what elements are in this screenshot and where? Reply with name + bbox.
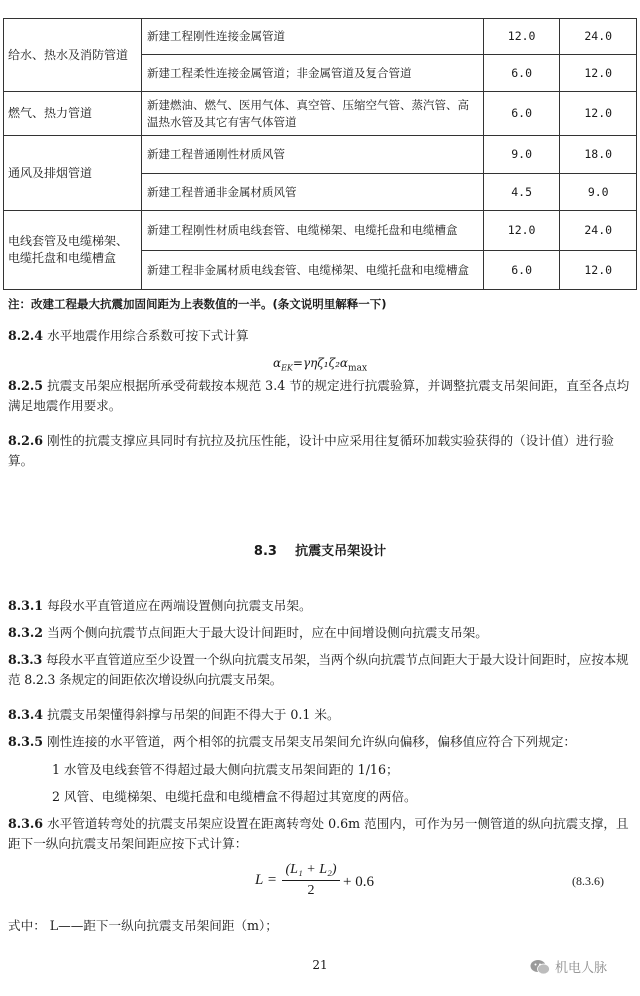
table-value-cell: 9.0	[560, 174, 637, 211]
clause-number: 8.2.4	[8, 328, 44, 343]
clause-text: 刚性连接的水平管道，两个相邻的抗震支吊架支吊架间允许纵向偏移，偏移值应符合下列规定：	[47, 734, 577, 749]
formula-denominator: 2	[307, 883, 315, 898]
table-value-cell: 6.0	[483, 92, 560, 136]
formula-body: =γηζ₁ζ₂α	[292, 356, 349, 370]
table-value-cell: 9.0	[483, 136, 560, 174]
clause-8-3-5	[8, 732, 634, 752]
formula-subscript: EK	[281, 363, 293, 373]
formula-fraction	[282, 862, 340, 899]
clause-number: 8.2.5	[8, 378, 44, 393]
wechat-icon	[530, 959, 550, 975]
formula-subscript-max: max	[348, 363, 368, 374]
clause-number: 8.3.5	[8, 734, 44, 749]
formula-symbol: α	[272, 356, 282, 370]
clause-8-3-1	[8, 596, 634, 616]
clause-text: 每段水平直管道应至少设置一个纵向抗震支吊架，当两个纵向抗震节点间距大于最大设计间距时，应按本规范 8.2.3 条规定的间距依次增设纵向抗震支吊架。	[8, 652, 629, 687]
table-desc-cell: 新建工程刚性连接金属管道	[142, 19, 484, 55]
table-value-cell: 24.0	[560, 19, 637, 55]
clause-text: 水平地震作用综合系数可按下式计算	[47, 328, 249, 343]
clause-8-3-3	[8, 650, 634, 690]
clause-number: 8.2.6	[8, 433, 44, 448]
clause-8-2-5	[8, 376, 634, 416]
table-row	[4, 92, 637, 136]
watermark	[530, 957, 607, 976]
clause-number: 8.3.1	[8, 598, 44, 613]
table-row	[4, 211, 637, 251]
clause-number: 8.3.6	[8, 816, 44, 831]
table-category-cell: 给水、热水及消防管道	[4, 19, 142, 92]
list-item: 2 风管、电缆梯架、电缆托盘和电缆槽盒不得超过其宽度的两倍。	[52, 789, 417, 804]
formula-numerator: (L₁ + L₂)	[282, 862, 340, 881]
section-number: 8.3	[253, 544, 277, 559]
table-desc-cell: 新建工程普通非金属材质风管	[142, 174, 484, 211]
table-value-cell: 12.0	[483, 19, 560, 55]
table-category-cell: 燃气、热力管道	[4, 92, 142, 136]
table-desc-cell: 新建工程非金属材质电线套管、电缆梯架、电缆托盘和电缆槽盒	[142, 251, 484, 290]
formula-tail: + 0.6	[343, 874, 374, 890]
clause-text: 刚性的抗震支撑应具同时有抗拉及抗压性能，设计中应采用往复循环加载实验获得的（设计值）进行验算。	[8, 433, 614, 468]
clause-text: 水平管道转弯处的抗震支吊架应设置在距离转弯处 0.6m 范围内，可作为另一侧管道的纵向抗震支撑，且距下一纵向抗震支吊架间距应按下式计算：	[8, 816, 629, 851]
page-number: 21	[312, 958, 328, 972]
table-value-cell: 18.0	[560, 136, 637, 174]
clause-8-2-6	[8, 431, 634, 471]
clause-8-3-2	[8, 623, 634, 643]
watermark-text: 机电人脉	[555, 961, 608, 976]
table-value-cell: 6.0	[483, 251, 560, 290]
clause-8-3-6	[8, 814, 634, 854]
clause-8-3-4	[8, 705, 634, 725]
table-desc-cell: 新建工程刚性材质电线套管、电缆梯架、电缆托盘和电缆槽盒	[142, 211, 484, 251]
table-value-cell: 4.5	[483, 174, 560, 211]
formula-seismic-coefficient	[0, 356, 640, 373]
formula-8-3-6	[0, 862, 640, 912]
table-value-cell: 6.0	[483, 55, 560, 92]
table-row	[4, 136, 637, 174]
where-clause: 式中： L——距下一纵向抗震支吊架间距（m）；	[8, 918, 278, 933]
equation-number: (8.3.6)	[572, 874, 604, 888]
table-category-cell: 电线套管及电缆梯架、电缆托盘和电缆槽盒	[4, 211, 142, 290]
table-value-cell: 12.0	[560, 92, 637, 136]
formula-lhs: L =	[255, 872, 277, 888]
clause-8-2-4	[8, 326, 634, 346]
clause-text: 当两个侧向抗震节点间距大于最大设计间距时，应在中间增设侧向抗震支吊架。	[47, 625, 488, 640]
table-desc-cell: 新建工程普通刚性材质风管	[142, 136, 484, 174]
table-category-cell: 通风及排烟管道	[4, 136, 142, 211]
table-note: 注：改建工程最大抗震加固间距为上表数值的一半。(条文说明里解释一下)	[8, 297, 387, 311]
list-item: 1 水管及电线套管不得超过最大侧向抗震支吊架间距的 1/16；	[52, 762, 399, 777]
table-desc-cell: 新建工程柔性连接金属管道；非金属管道及复合管道	[142, 55, 484, 92]
spacing-table	[3, 18, 637, 290]
table-desc-cell: 新建燃油、燃气、医用气体、真空管、压缩空气管、蒸汽管、高温热水管及其它有害气体管道	[142, 92, 484, 136]
clause-text: 抗震支吊架懂得斜撑与吊架的间距不得大于 0.1 米。	[47, 707, 340, 722]
table-row	[4, 19, 637, 55]
clause-text: 抗震支吊架应根据所承受荷载按本规范 3.4 节的规定进行抗震验算，并调整抗震支吊架间距，直至各点均满足地震作用要求。	[8, 378, 630, 413]
clause-number: 8.3.2	[8, 625, 44, 640]
table-value-cell: 12.0	[483, 211, 560, 251]
table-value-cell: 12.0	[560, 55, 637, 92]
section-heading	[0, 540, 640, 559]
table-value-cell: 12.0	[560, 251, 637, 290]
clause-number: 8.3.3	[8, 652, 43, 667]
table-value-cell: 24.0	[560, 211, 637, 251]
clause-number: 8.3.4	[8, 707, 44, 722]
clause-text: 每段水平直管道应在两端设置侧向抗震支吊架。	[47, 598, 312, 613]
section-title: 抗震支吊架设计	[295, 544, 387, 559]
